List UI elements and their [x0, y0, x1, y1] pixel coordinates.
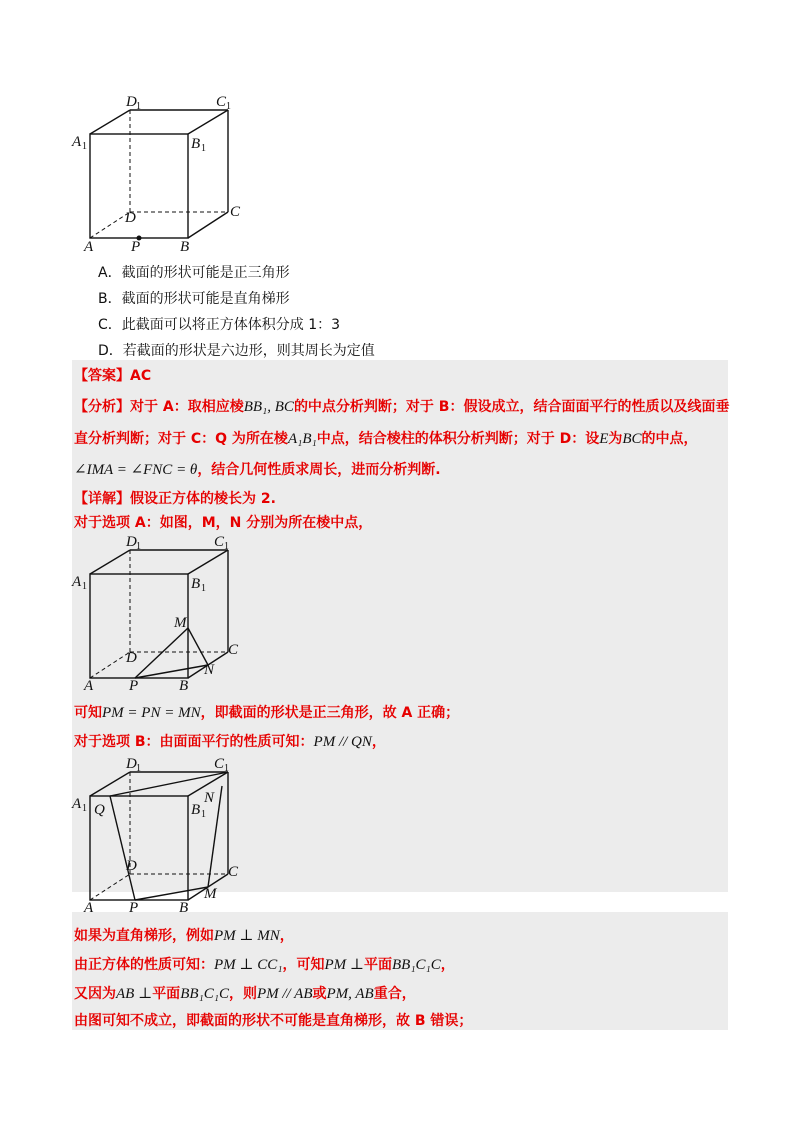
analysis-line-3: ∠IMA = ∠FNC = θ，结合几何性质求周长，进而分析判断. [74, 462, 441, 478]
svg-text:D: D [126, 756, 137, 772]
svg-text:1: 1 [82, 581, 87, 592]
svg-text:B: B [191, 576, 201, 592]
label-a: A [84, 239, 94, 252]
detail-option-b: 对于选项 B：由面面平行的性质可知：PM // QN， [74, 734, 386, 750]
svg-text:P: P [129, 678, 139, 692]
detail-option-a: 对于选项 A：如图，M，N 分别为所在棱中点， [74, 515, 373, 531]
svg-text:1: 1 [136, 541, 141, 552]
option-a: A．截面的形状可能是正三角形 [98, 265, 290, 281]
label-n: N [204, 662, 215, 678]
svg-text:A: A [72, 796, 82, 812]
label-d: D [125, 210, 136, 226]
label-c: C [230, 204, 241, 220]
svg-text:1: 1 [224, 763, 229, 774]
svg-text:B: B [179, 900, 189, 916]
detail-b-line-1: 如果为直角梯形，例如PM ⊥ MN， [74, 928, 294, 944]
svg-text:C: C [214, 756, 225, 772]
detail-b-line-2: 由正方体的性质可知：PM ⊥ CC₁，可知PM ⊥平面BB₁C₁C， [74, 957, 455, 973]
cube-figure-3 [70, 752, 242, 916]
detail-b-line-4: 由图可知不成立，即截面的形状不可能是直角梯形，故 B 错误； [74, 1013, 473, 1029]
svg-text:1: 1 [224, 541, 229, 552]
svg-text:A: A [84, 900, 94, 916]
svg-text:A: A [84, 678, 94, 692]
svg-text:1: 1 [201, 583, 206, 594]
svg-text:C: C [214, 534, 225, 550]
svg-text:1: 1 [136, 101, 141, 112]
cube-figure-2 [70, 530, 242, 692]
label-m: M [204, 886, 217, 902]
section-mn [188, 628, 208, 665]
svg-text:A: A [72, 574, 82, 590]
detail-intro: 【详解】假设正方体的棱长为 2. [74, 491, 276, 507]
option-c: C．此截面可以将正方体体积分成 1：3 [98, 317, 341, 333]
svg-text:D: D [126, 534, 137, 550]
option-b: B．截面的形状可能是直角梯形 [98, 291, 290, 307]
svg-text:1: 1 [82, 803, 87, 814]
svg-text:1: 1 [136, 763, 141, 774]
label-c1: C [216, 94, 227, 110]
svg-text:B: B [179, 678, 189, 692]
svg-text:D: D [126, 858, 137, 874]
label-p: P [131, 239, 141, 252]
svg-text:C: C [228, 864, 239, 880]
analysis-line-1: 【分析】对于 A：取相应棱BB₁, BC的中点分析判断；对于 B：假设成立，结合面面平行的性质以及线面垂 [74, 399, 730, 415]
label-m: M [174, 615, 187, 631]
svg-text:C: C [228, 642, 239, 658]
svg-text:1: 1 [82, 141, 87, 152]
cube-front-face [90, 134, 188, 238]
svg-text:B: B [191, 802, 201, 818]
answer-label: 【答案】 [74, 368, 130, 384]
option-d: D．若截面的形状是六边形，则其周长为定值 [98, 343, 375, 359]
svg-text:P: P [129, 900, 139, 916]
label-q: Q [94, 802, 105, 818]
analysis-line-2: 直分析判断；对于 C：Q 为所在棱A₁B₁中点，结合棱柱的体积分析判断；对于 D：设E为BC的中点， [74, 431, 698, 447]
label-d1: D [126, 94, 137, 110]
label-b1: B [191, 136, 201, 152]
label-b: B [180, 239, 190, 252]
label-n: N [204, 790, 215, 806]
svg-text:D: D [126, 650, 137, 666]
conclusion-a: 可知PM = PN = MN，即截面的形状是正三角形，故 A 正确； [74, 705, 460, 721]
answer-line [74, 365, 151, 385]
label-a1: A [72, 134, 82, 150]
detail-b-line-3: 又因为AB ⊥平面BB₁C₁C，则PM // AB或PM, AB重合， [74, 986, 416, 1002]
answer-value: AC [130, 368, 152, 384]
svg-text:1: 1 [201, 143, 206, 154]
cube-figure-1 [70, 92, 250, 252]
svg-text:1: 1 [201, 809, 206, 820]
svg-text:1: 1 [226, 101, 231, 112]
